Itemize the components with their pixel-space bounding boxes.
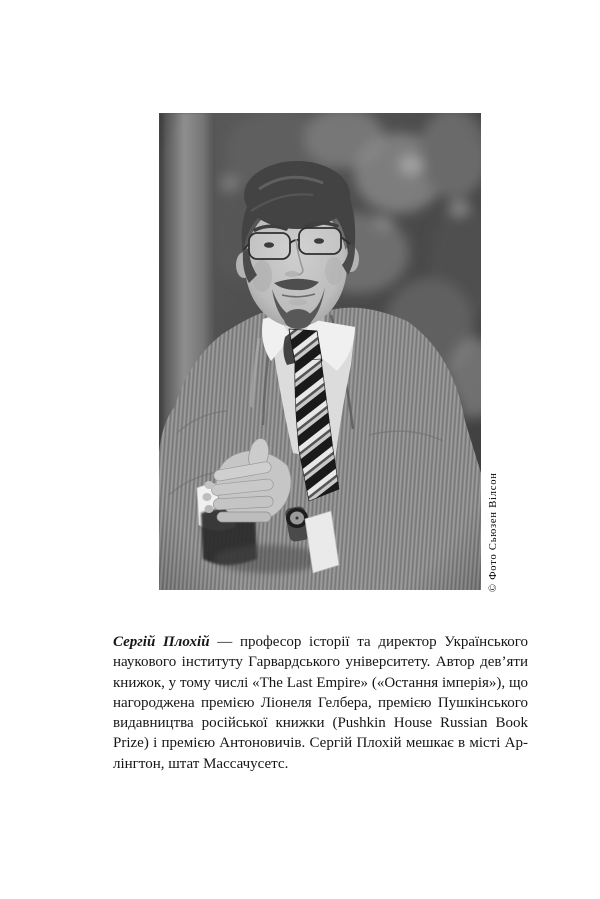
bio-line	[113, 632, 528, 652]
bio-line-text: — професор історії та директор Українського	[217, 634, 529, 650]
bio-line: Prize) і премією Антоновичів. Сергій Плохій мешкає в місті Ар-	[113, 735, 528, 752]
bio-line: наукового інституту Гарвардського університету. Автор дев’яти	[113, 654, 528, 671]
author-bio	[113, 632, 528, 774]
author-name: Сергій Плохій	[113, 634, 210, 650]
bio-line: нагороджена премією Ліонеля Гелбера, премією Пушкінського	[113, 694, 528, 711]
author-portrait-illustration	[159, 113, 481, 590]
bio-line: лінгтон, штат Массачусетс.	[113, 755, 289, 772]
bio-line: видавництва російської книжки (Pushkin House Russian Book	[113, 715, 528, 732]
bio-line: книжок, у тому числі «The Last Empire» («Остання імперія»), що	[113, 674, 528, 691]
author-photo	[159, 113, 481, 590]
photo-vignette	[159, 113, 481, 590]
photo-credit: © Фото Сьюзен Вілсон	[488, 472, 499, 592]
